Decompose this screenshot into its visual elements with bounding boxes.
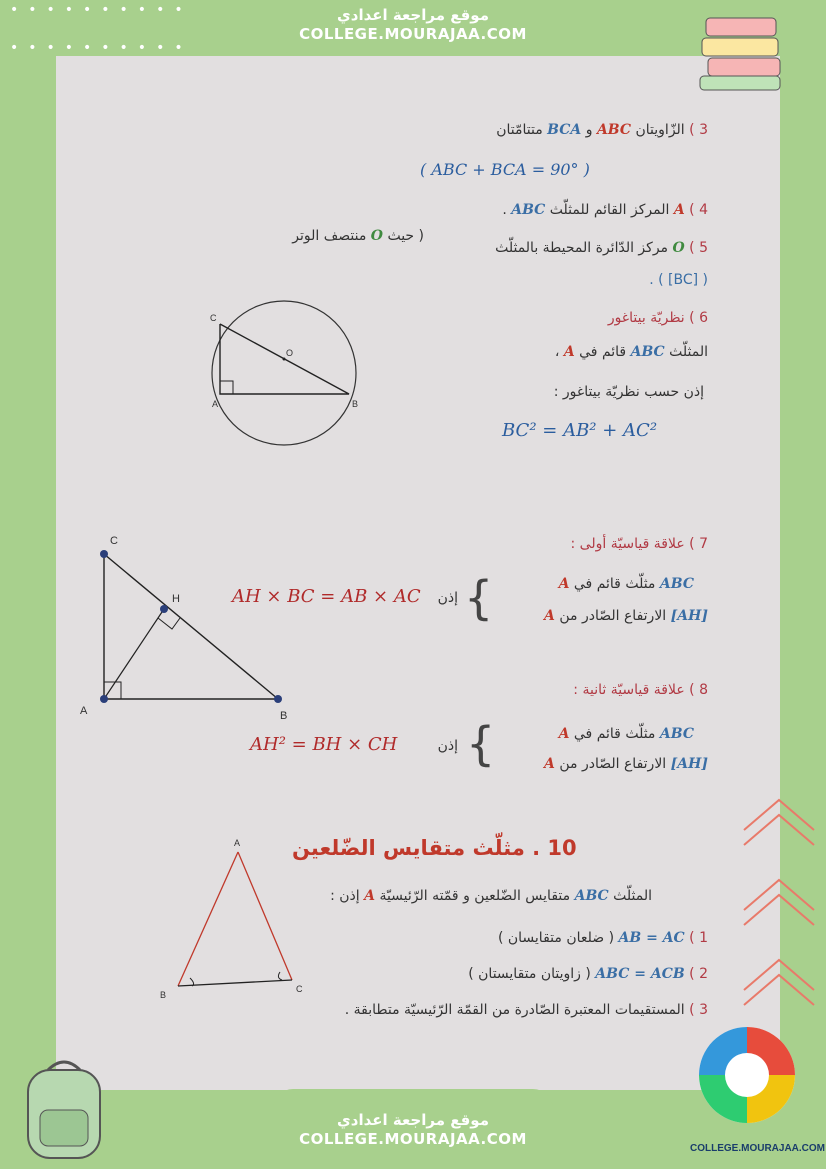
document-page — [56, 56, 780, 1090]
item-6-title — [608, 310, 708, 326]
decor-dots-top: •••••••••• — [10, 2, 193, 18]
brace-8: { — [466, 717, 496, 771]
label-o: O — [286, 348, 294, 358]
item-7-then: إذن — [437, 590, 458, 606]
s10-p1 — [498, 930, 708, 946]
item-num: 2 ) — [689, 966, 708, 982]
text: الارتفاع الصّادر من — [559, 608, 667, 624]
s10-intro — [330, 888, 652, 904]
item-num: 7 ) — [689, 536, 708, 552]
text: و — [585, 122, 593, 138]
item-7-l2 — [544, 608, 708, 624]
backpack-icon — [8, 1054, 118, 1164]
s10-p2 — [468, 966, 708, 982]
point: A — [558, 726, 570, 742]
text: مركز الدّائرة المحيطة بالمثلّث — [495, 240, 669, 256]
text: المثلّث — [613, 888, 652, 904]
text: إذن : — [330, 888, 360, 904]
point: A — [673, 202, 685, 218]
text: الزّاويتان — [635, 122, 685, 138]
label-h: H — [172, 593, 180, 605]
triangle: ABC — [659, 576, 694, 592]
heading: نظريّة بيتاغور — [607, 310, 685, 326]
text: الارتفاع الصّادر من — [559, 756, 667, 772]
point: A — [563, 344, 575, 360]
item-6-line1 — [555, 344, 708, 360]
books-icon — [696, 10, 796, 94]
label-c: C — [296, 984, 303, 994]
logo-caption: COLLEGE.MOURAJAA.COM — [690, 1143, 825, 1154]
chevron-decor-icon — [734, 790, 824, 1050]
site-banner-bottom — [273, 1089, 553, 1169]
item-8-then: إذن — [437, 738, 458, 754]
text: متتامّتان — [496, 122, 543, 138]
item-8-title — [573, 682, 708, 698]
text: مثلّث قائم في — [573, 576, 656, 592]
label-a: A — [234, 838, 241, 848]
item-4-line — [502, 202, 708, 218]
text: ، — [554, 344, 560, 360]
section-10-title: 10 . مثلّث متقايس الضّلعين — [292, 836, 577, 860]
text: المستقيمات المعتبرة الصّادرة من القمّة الرّئيسيّة متطابقة . — [344, 1002, 685, 1018]
text: ( ضلعان متقايسان ) — [497, 930, 615, 946]
point: A — [558, 576, 570, 592]
item-3-line: 3 ) الزّاويتان ABC و BCA متتامّتان — [496, 122, 708, 138]
circle-figure — [204, 281, 374, 466]
triangle: ABC — [511, 202, 546, 218]
item-num: 3 ) — [689, 122, 708, 138]
item-num: 4 ) — [689, 202, 708, 218]
item-5-seg: ( [BC] ) . — [649, 272, 708, 288]
label-b: B — [280, 710, 288, 722]
item-num: 8 ) — [689, 682, 708, 698]
text: منتصف الوتر — [292, 228, 367, 244]
formula: ABC = ACB — [595, 966, 685, 982]
text: مثلّث قائم في — [573, 726, 656, 742]
item-3-formula: ( ABC + BCA = 90° ) — [420, 160, 590, 179]
segment: [AH] — [670, 756, 708, 772]
triangle: ABC — [659, 726, 694, 742]
item-num: 6 ) — [689, 310, 708, 326]
text: . — [502, 202, 507, 218]
label-a: A — [212, 399, 219, 409]
brace-7: { — [464, 571, 494, 625]
site-banner-top — [278, 0, 548, 56]
item-5-note: ( حيث O منتصف الوتر — [292, 228, 424, 244]
label-c: C — [110, 535, 118, 547]
point: A — [364, 888, 375, 904]
text: المركز القائم للمثلّث — [549, 202, 670, 218]
item-num: 5 ) — [689, 240, 708, 256]
relation-1-formula: AH × BC = AB × AC — [232, 586, 421, 607]
point: A — [544, 608, 555, 624]
logo-icon — [694, 1022, 800, 1128]
triangle: ABC — [574, 888, 609, 904]
point: A — [544, 756, 555, 772]
item-num: 3 ) — [689, 1002, 708, 1018]
decor-dots-top2: •••••••••• — [10, 40, 193, 56]
item-7-title — [571, 536, 709, 552]
text: قائم في — [579, 344, 627, 360]
label-a: A — [80, 705, 88, 717]
formula: AB = AC — [618, 930, 685, 946]
text: المثلّث — [669, 344, 708, 360]
point: O — [672, 240, 685, 256]
pythagoras-formula: BC² = AB² + AC² — [502, 420, 658, 441]
banner-arabic: موقع مراجعة اعدادي — [337, 1111, 489, 1129]
item-5-line — [495, 240, 708, 256]
segment: [AH] — [670, 608, 708, 624]
item-num: 1 ) — [689, 930, 708, 946]
heading: علاقة قياسيّة ثانية : — [573, 682, 685, 698]
s10-p3 — [345, 1002, 708, 1018]
text: متقايس الضّلعين و قمّته الرّئيسيّة — [379, 888, 571, 904]
banner-domain: COLLEGE.MOURAJAA.COM — [299, 25, 527, 43]
label-b: B — [160, 990, 167, 1000]
text: ( حيث — [387, 228, 424, 244]
banner-arabic: موقع مراجعة اعدادي — [337, 6, 489, 24]
text: ( زاويتان متقايستان ) — [468, 966, 591, 982]
item-6-line2: إذن حسب نظريّة بيتاغور : — [553, 384, 704, 400]
item-7-l1 — [559, 576, 694, 592]
right-triangle-figure — [78, 532, 298, 722]
banner-domain: COLLEGE.MOURAJAA.COM — [299, 1130, 527, 1148]
relation-2-formula: AH² = BH × CH — [250, 734, 398, 755]
label-c: C — [210, 313, 217, 323]
heading: علاقة قياسيّة أولى : — [570, 536, 685, 552]
item-8-l2 — [544, 756, 708, 772]
label-b: B — [352, 399, 359, 409]
triangle: ABC — [630, 344, 665, 360]
isosceles-triangle-figure — [146, 832, 306, 1002]
item-8-l1 — [559, 726, 694, 742]
